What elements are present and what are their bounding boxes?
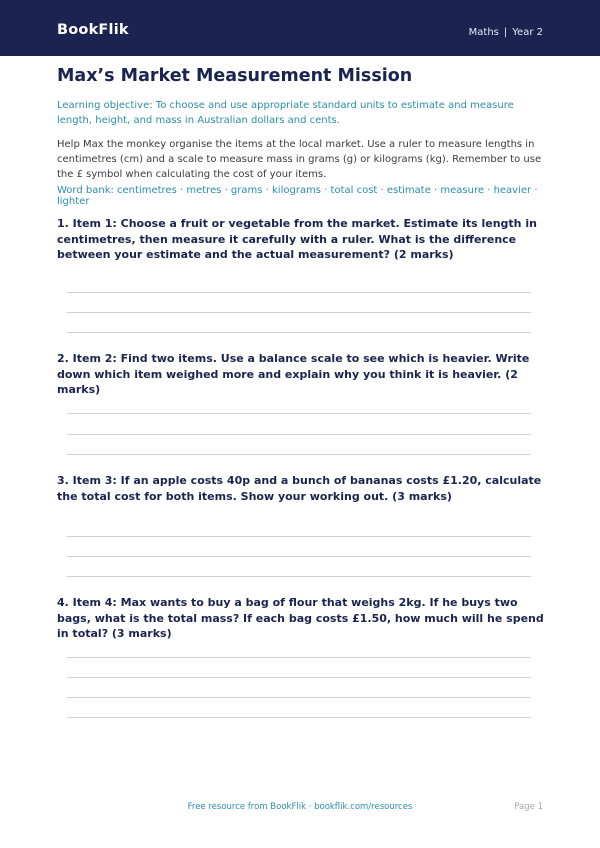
answer-line[interactable] (67, 312, 531, 313)
year-label: Year 2 (512, 27, 543, 38)
page-number: Page 1 (514, 802, 543, 812)
subject-label: Maths (468, 27, 499, 38)
question-4: 4. Item 4: Max wants to buy a bag of flour that weighs 2kg. If he buys two bags, what is the total mass? If each bag costs £1.50, how much will he spend in total? (3 marks) (57, 596, 544, 640)
brand-logo-text: BookFlik (57, 22, 129, 38)
question-1: 1. Item 1: Choose a fruit or vegetable from the market. Estimate its length in centimetres, then measure it carefully with a ruler. What is the difference between your estimate and the actual measurement? (2 marks) (57, 217, 537, 261)
answer-line[interactable] (67, 413, 531, 414)
answer-line[interactable] (67, 657, 531, 658)
question-2: 2. Item 2: Find two items. Use a balance scale to see which is heavier. Write down which item weighed more and explain why you think it is heavier. (2 marks) (57, 352, 530, 396)
answer-line[interactable] (67, 536, 531, 537)
word-bank: Word bank: centimetres · metres · grams · kilograms · total cost · estimate · measure · heavier · lighter (57, 185, 538, 207)
answer-line[interactable] (67, 292, 531, 293)
header-separator: | (503, 27, 508, 38)
answer-line[interactable] (67, 434, 531, 435)
footer-resource-link[interactable]: Free resource from BookFlik · bookflik.com/resources (187, 802, 413, 812)
answer-line[interactable] (67, 697, 531, 698)
answer-line[interactable] (67, 576, 531, 577)
learning-objective: Learning objective: To choose and use appropriate standard units to estimate and measure length, height, and mass in Australian dollars and cents. (57, 100, 514, 126)
instructions-paragraph: Help Max the monkey organise the items at the local market. Use a ruler to measure lengths in centimetres (cm) and a scale to measure mass in grams (g) or kilograms (kg). Remember to use the £ symbol when calculating the cost of your items. (57, 139, 542, 180)
answer-line[interactable] (67, 556, 531, 557)
worksheet-title: Max’s Market Measurement Mission (57, 66, 413, 86)
answer-line[interactable] (67, 332, 531, 333)
answer-line[interactable] (67, 677, 531, 678)
subject-year-label (469, 27, 543, 38)
answer-line[interactable] (67, 454, 531, 455)
page-header (0, 0, 600, 56)
question-3: 3. Item 3: If an apple costs 40p and a bunch of bananas costs £1.20, calculate the total cost for both items. Show your working out. (3 marks) (57, 474, 542, 503)
answer-line[interactable] (67, 717, 531, 718)
